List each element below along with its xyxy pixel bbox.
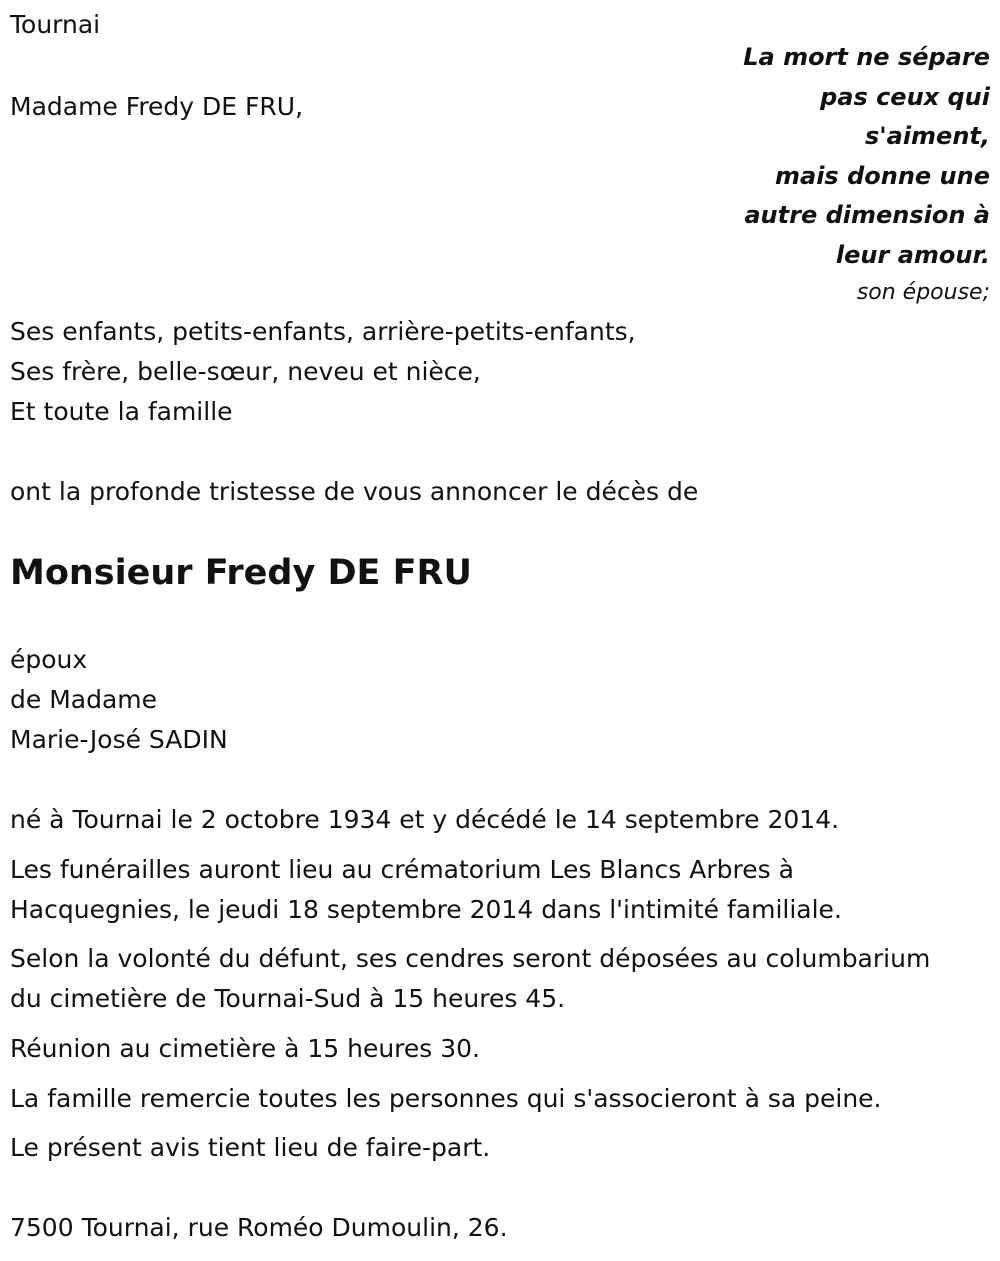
quote-signature: son épouse; xyxy=(856,280,990,305)
ashes-paragraph xyxy=(10,939,930,1019)
epitaph-quote xyxy=(590,38,990,276)
spouse-line: Marie-José SADIN xyxy=(10,725,228,754)
family-line: Ses enfants, petits-enfants, arrière-petits-enfants, xyxy=(10,317,636,346)
spouse-block xyxy=(10,640,228,760)
spouse-line: époux xyxy=(10,645,88,674)
announcer-name: Madame Fredy DE FRU, xyxy=(10,92,304,121)
quote-line: mais donne une xyxy=(775,161,990,190)
birth-death-text: né à Tournai le 2 octobre 1934 et y décédé le 14 septembre 2014. xyxy=(10,805,840,834)
deceased-name: Monsieur Fredy DE FRU xyxy=(10,553,472,593)
quote-line: La mort ne sépare xyxy=(743,43,990,71)
funeral-paragraph xyxy=(10,850,842,930)
quote-line: pas ceux qui xyxy=(820,82,990,111)
announcement-text: ont la profonde tristesse de vous annoncer le décès de xyxy=(10,477,699,506)
funeral-line: Hacquegnies, le jeudi 18 septembre 2014 dans l'intimité familiale. xyxy=(10,895,842,924)
meeting-text: Réunion au cimetière à 15 heures 30. xyxy=(10,1034,481,1063)
address-text: 7500 Tournai, rue Roméo Dumoulin, 26. xyxy=(10,1213,508,1242)
family-list xyxy=(10,312,636,432)
ashes-line: Selon la volonté du défunt, ses cendres seront déposées au columbarium xyxy=(10,944,931,973)
quote-line: autre dimension à xyxy=(744,201,990,230)
family-line: Ses frère, belle-sœur, neveu et nièce, xyxy=(10,357,481,386)
notice-text: Le présent avis tient lieu de faire-part. xyxy=(10,1133,491,1162)
funeral-line: Les funérailles auront lieu au crématorium Les Blancs Arbres à xyxy=(10,855,794,884)
family-line: Et toute la famille xyxy=(10,397,233,426)
city-heading: Tournai xyxy=(10,10,101,39)
thanks-text: La famille remercie toutes les personnes qui s'associeront à sa peine. xyxy=(10,1084,882,1113)
quote-line: leur amour. xyxy=(835,240,990,269)
ashes-line: du cimetière de Tournai-Sud à 15 heures 45. xyxy=(10,984,566,1013)
quote-line: s'aiment, xyxy=(864,122,990,151)
spouse-line: de Madame xyxy=(10,685,158,714)
